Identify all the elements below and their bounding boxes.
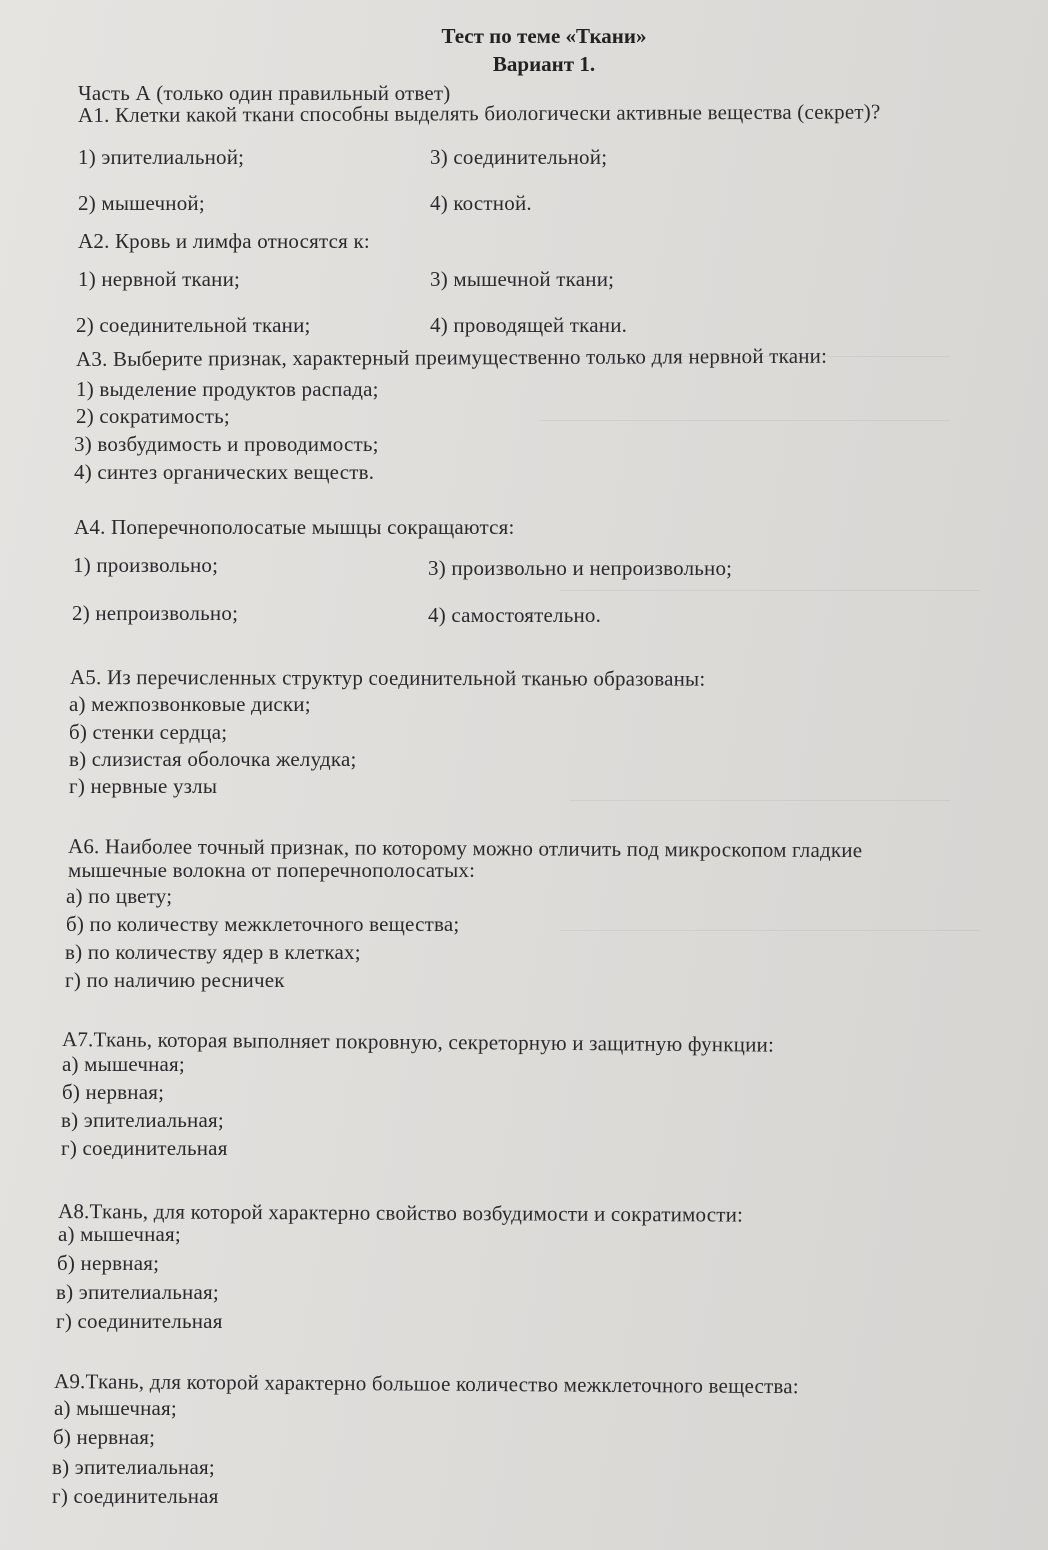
question-a9-text: А9.Ткань, для которой характерно большое количество межклеточного вещества: <box>53 1369 799 1399</box>
question-a1-option: 2) мышечной; <box>78 191 205 215</box>
question-a7-option: г) соединительная <box>61 1136 228 1160</box>
question-a7-text: А7.Ткань, которая выполняет покровную, секреторную и защитную функции: <box>61 1027 775 1057</box>
question-a4-text: А4. Поперечнополосатые мышцы сокращаются: <box>74 515 515 539</box>
question-a8-text: А8.Ткань, для которой характерно свойство возбудимости и сократимости: <box>57 1199 744 1227</box>
bleed-through-line <box>570 800 950 801</box>
bleed-through-line <box>540 420 950 421</box>
question-a2-option: 1) нервной ткани; <box>78 267 241 291</box>
question-a9-option: б) нервная; <box>53 1425 156 1449</box>
question-a3-option: 2) сократимость; <box>76 404 230 428</box>
question-a2-option: 3) мышечной ткани; <box>430 267 615 291</box>
question-a3-option: 3) возбудимость и проводимость; <box>74 432 379 456</box>
question-a6-text: А6. Наиболее точный признак, по которому можно отличить под микроскопом гладкие <box>67 834 863 863</box>
question-a6-option: а) по цвету; <box>66 884 173 908</box>
question-a4-option: 4) самостоятельно. <box>428 603 602 627</box>
question-a8-option: г) соединительная <box>56 1309 223 1333</box>
question-a1-text: А1. Клетки какой ткани способны выделять биологически активные вещества (секрет)? <box>77 99 881 127</box>
question-a5-option: а) межпозвонковые диски; <box>69 692 311 716</box>
question-a2-option: 4) проводящей ткани. <box>430 313 628 337</box>
question-a4-option: 1) произвольно; <box>73 553 219 577</box>
part-heading: Часть А (только один правильный ответ) <box>78 81 451 105</box>
question-a1-option: 3) соединительной; <box>430 145 608 169</box>
document-title: Тест по теме «Ткани» <box>441 24 647 48</box>
question-a8-option: а) мышечная; <box>58 1222 181 1246</box>
question-a3-option: 1) выделение продуктов распада; <box>76 377 379 401</box>
question-a6-option: в) по количеству ядер в клетках; <box>65 940 361 964</box>
question-a4-option: 2) непроизвольно; <box>72 601 239 625</box>
question-a6-option: б) по количеству межклеточного вещества; <box>66 912 460 936</box>
question-a5-option: б) стенки сердца; <box>69 720 228 744</box>
question-a4-option: 3) произвольно и непроизвольно; <box>428 556 733 580</box>
bleed-through-line <box>560 930 980 931</box>
question-a9-option: г) соединительная <box>52 1484 219 1508</box>
question-a5-text: А5. Из перечисленных структур соединительной тканью образованы: <box>69 665 706 691</box>
question-a2-text: А2. Кровь и лимфа относятся к: <box>78 229 370 253</box>
question-a6-option: г) по наличию ресничек <box>65 968 285 992</box>
question-a5-option: г) нервные узлы <box>69 774 218 798</box>
question-a1-option: 1) эпителиальной; <box>78 145 245 169</box>
variant-title: Вариант 1. <box>492 52 596 76</box>
question-a9-option: в) эпителиальная; <box>52 1455 215 1479</box>
question-a3-option: 4) синтез органических веществ. <box>74 460 375 484</box>
question-a6-text-continued: мышечные волокна от поперечнополосатых: <box>68 858 476 882</box>
question-a8-option: б) нервная; <box>57 1251 160 1275</box>
question-a5-option: в) слизистая оболочка желудка; <box>69 747 357 771</box>
question-a8-option: в) эпителиальная; <box>56 1280 219 1304</box>
bleed-through-line <box>560 590 980 591</box>
question-a7-option: в) эпителиальная; <box>61 1108 224 1132</box>
question-a9-option: а) мышечная; <box>54 1396 177 1420</box>
question-a3-text: А3. Выберите признак, характерный преимущественно только для нервной ткани: <box>75 343 828 371</box>
question-a7-option: а) мышечная; <box>62 1052 185 1076</box>
question-a1-option: 4) костной. <box>430 191 532 215</box>
question-a2-option: 2) соединительной ткани; <box>76 313 311 337</box>
question-a7-option: б) нервная; <box>62 1080 165 1104</box>
